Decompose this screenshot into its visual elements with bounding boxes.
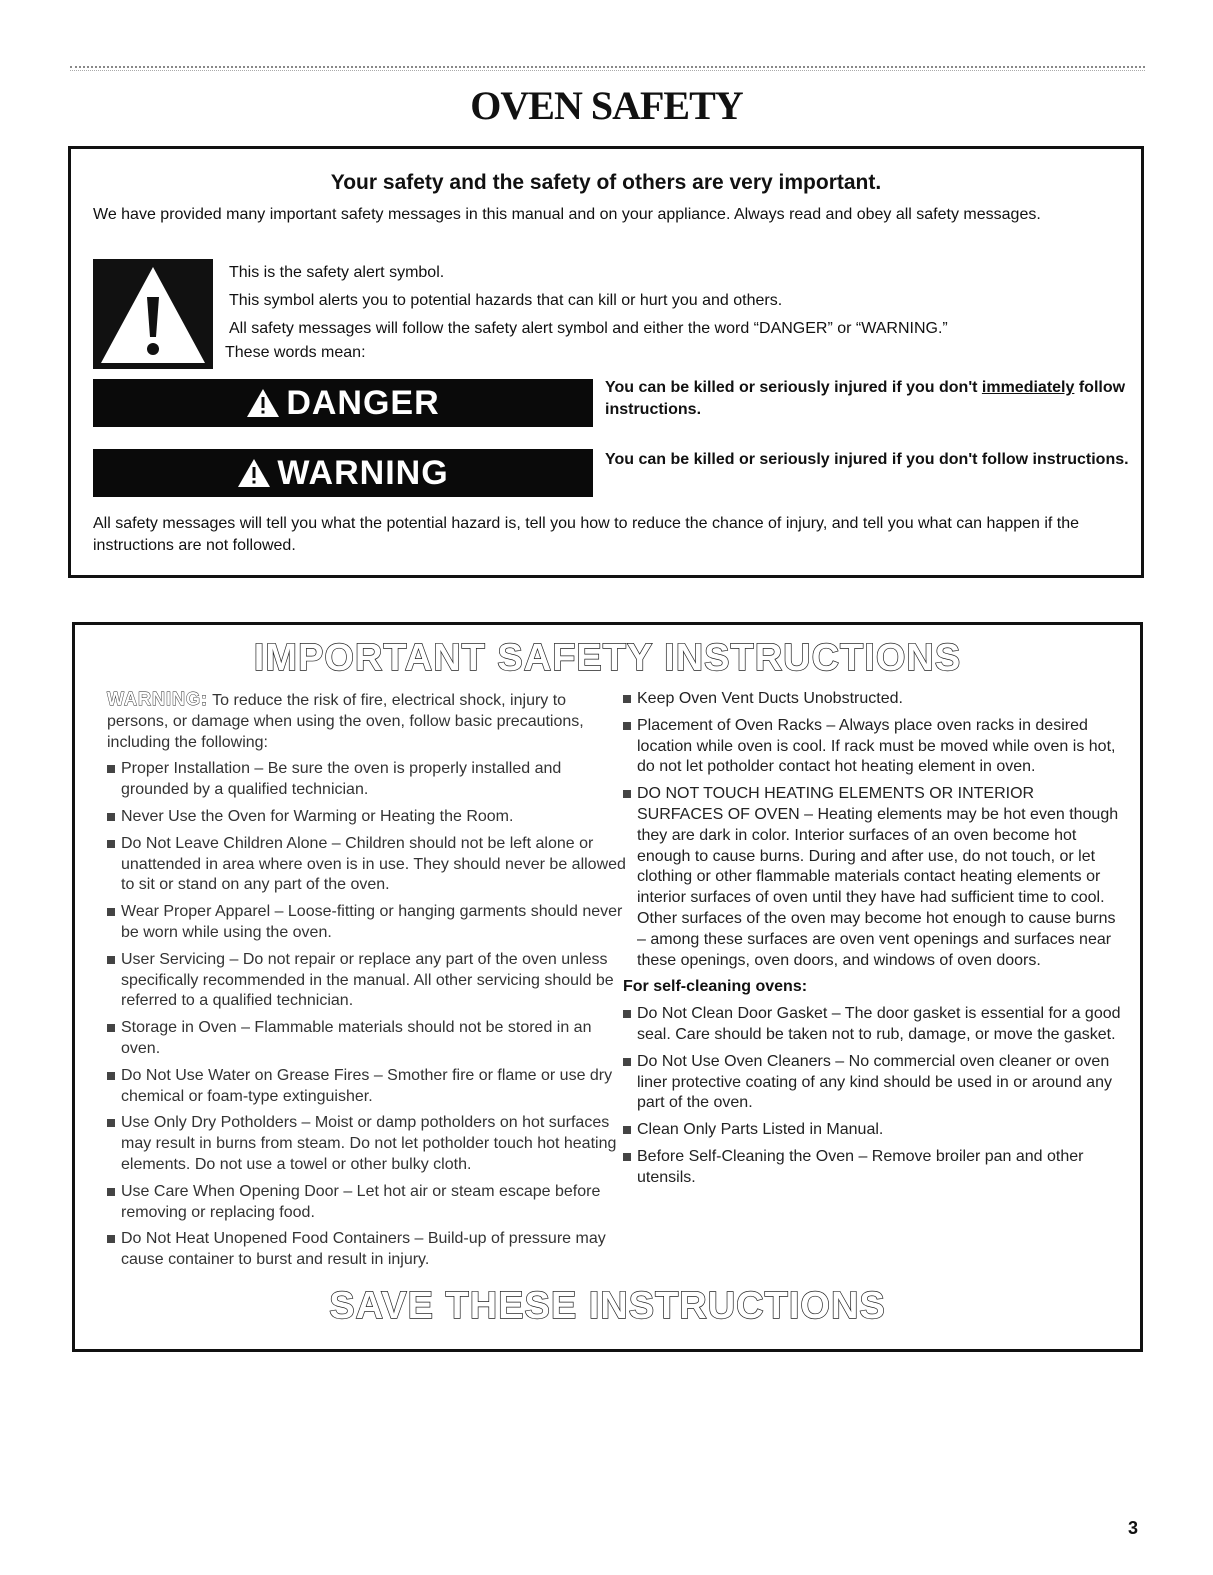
top-divider xyxy=(70,66,1145,71)
symbol-line-4: These words mean: xyxy=(225,344,366,361)
square-bullet-icon xyxy=(107,840,115,848)
safety-intro-text: We have provided many important safety messages in this manual and on your appliance. Always read and obey all safety messages. xyxy=(93,206,1041,223)
square-bullet-icon xyxy=(623,790,631,798)
danger-emphasis: immediately xyxy=(981,379,1075,396)
symbol-line-2: This symbol alerts you to potential hazards that can kill or hurt you and others. xyxy=(229,292,783,309)
list-item: User Servicing – Do not repair or replace any part of the oven unless specifically recommended in the manual. All other servicing should be referred to a qualified technician. xyxy=(107,950,627,1012)
danger-meaning: You can be killed or seriously injured if you don't immediately follow instructions. xyxy=(605,379,1126,418)
square-bullet-icon xyxy=(107,908,115,916)
right-instruction-list xyxy=(623,689,1123,971)
symbol-line-1: This is the safety alert symbol. xyxy=(229,264,445,281)
warning-label: WARNING xyxy=(277,453,449,492)
list-item: Do Not Clean Door Gasket – The door gasket is essential for a good seal. Care should be taken not to rub, damage, or move the gasket. xyxy=(623,1004,1123,1046)
square-bullet-icon xyxy=(107,1072,115,1080)
self-cleaning-heading: For self-cleaning ovens: xyxy=(623,978,808,996)
important-safety-instructions-box xyxy=(72,622,1143,1352)
list-item: Clean Only Parts Listed in Manual. xyxy=(623,1120,1123,1141)
square-bullet-icon xyxy=(623,1126,631,1134)
list-item: Do Not Leave Children Alone – Children should not be left alone or unattended in area where oven is in use. They should never be allowed to sit or stand on any part of the oven. xyxy=(107,834,627,896)
warning-paragraph xyxy=(107,689,627,753)
square-bullet-icon xyxy=(107,1235,115,1243)
square-bullet-icon xyxy=(623,1010,631,1018)
list-item: Proper Installation – Be sure the oven is properly installed and grounded by a qualified technician. xyxy=(107,759,627,801)
list-item: Do Not Use Oven Cleaners – No commercial oven cleaner or oven liner protective coating of any kind should be used in or around any part of the oven. xyxy=(623,1052,1123,1114)
save-instructions-heading: SAVE THESE INSTRUCTIONS xyxy=(329,1285,886,1327)
danger-signal-bar xyxy=(93,379,593,427)
page-number: 3 xyxy=(1128,1518,1139,1538)
list-item: Use Care When Opening Door – Let hot air or steam escape before removing or replacing food. xyxy=(107,1182,627,1224)
square-bullet-icon xyxy=(107,765,115,773)
warning-alert-icon xyxy=(237,458,271,488)
left-instruction-list xyxy=(107,759,627,1271)
page-title: OVEN SAFETY xyxy=(470,83,743,128)
warning-prefix: WARNING: xyxy=(107,689,208,709)
list-item: Do Not Use Water on Grease Fires – Smother fire or flame or use dry chemical or foam-type extinguisher. xyxy=(107,1066,627,1108)
square-bullet-icon xyxy=(107,1119,115,1127)
square-bullet-icon xyxy=(107,813,115,821)
list-item: Placement of Oven Racks – Always place oven racks in desired location while oven is cool. If rack must be moved while oven is hot, do not let potholder contact hot heating element in oven. xyxy=(623,716,1123,778)
square-bullet-icon xyxy=(107,1188,115,1196)
square-bullet-icon xyxy=(107,956,115,964)
warning-signal-bar xyxy=(93,449,593,497)
square-bullet-icon xyxy=(623,722,631,730)
warning-text: To reduce the risk of fire, electrical shock, injury to persons, or damage when using the oven, follow basic precautions, including the following: xyxy=(107,692,584,751)
safety-intro-box xyxy=(68,146,1144,578)
list-item: Before Self-Cleaning the Oven – Remove broiler pan and other utensils. xyxy=(623,1147,1123,1189)
list-item: Keep Oven Vent Ducts Unobstructed. xyxy=(623,689,1123,710)
safety-intro-heading: Your safety and the safety of others are very important. xyxy=(330,171,882,194)
instructions-heading: IMPORTANT SAFETY INSTRUCTIONS xyxy=(253,637,962,679)
danger-label: DANGER xyxy=(286,383,440,422)
safety-intro-footer: All safety messages will tell you what the potential hazard is, tell you how to reduce the chance of injury, and tell you what can happen if the instructions are not followed. xyxy=(93,515,1080,554)
square-bullet-icon xyxy=(623,1058,631,1066)
list-item: Storage in Oven – Flammable materials should not be stored in an oven. xyxy=(107,1018,627,1060)
square-bullet-icon xyxy=(623,695,631,703)
list-item: DO NOT TOUCH HEATING ELEMENTS OR INTERIOR SURFACES OF OVEN – Heating elements may be hot even though they are dark in color. Interior surfaces of an oven become hot enough to cause burns. During and after use, do not touch, or let clothing or other flammable materials contact heating elements or interior surfaces of oven until they have had sufficient time to cool. Other surfaces of the oven may become hot enough to cause burns – among these surfaces are oven vent openings and surfaces near these openings, oven doors, and windows of oven doors. xyxy=(623,784,1123,971)
self-cleaning-list xyxy=(623,1004,1123,1188)
instructions-right-column xyxy=(623,689,1123,1195)
safety-alert-triangle-icon xyxy=(93,259,213,369)
warning-meaning: You can be killed or seriously injured if you don't follow instructions. xyxy=(605,451,1129,468)
square-bullet-icon xyxy=(107,1024,115,1032)
list-item: Use Only Dry Potholders – Moist or damp potholders on hot surfaces may result in burns from steam. Do not let potholder touch hot heating elements. Do not use a towel or other bulky cloth. xyxy=(107,1113,627,1175)
list-item: Do Not Heat Unopened Food Containers – Build-up of pressure may cause container to burst and result in injury. xyxy=(107,1229,627,1271)
list-item: Never Use the Oven for Warming or Heating the Room. xyxy=(107,807,627,828)
danger-alert-icon xyxy=(246,388,280,418)
list-item: Wear Proper Apparel – Loose-fitting or hanging garments should never be worn while using the oven. xyxy=(107,902,627,944)
square-bullet-icon xyxy=(623,1153,631,1161)
symbol-line-3: All safety messages will follow the safety alert symbol and either the word “DANGER” or “WARNING.” xyxy=(229,320,948,337)
instructions-left-column xyxy=(107,689,627,1277)
